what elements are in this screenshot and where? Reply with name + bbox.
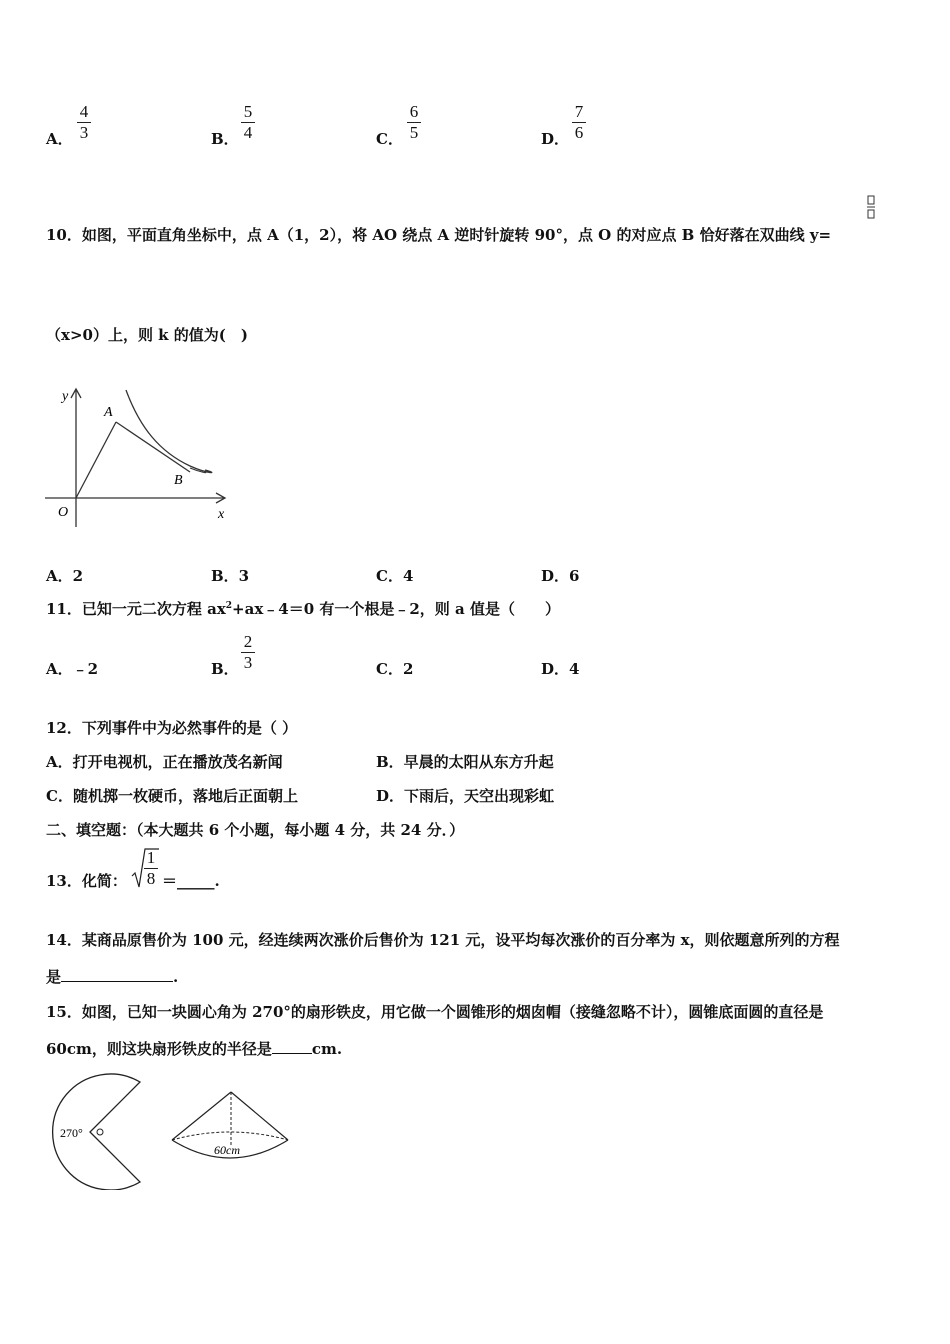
q9-option-b-label: B．: [211, 130, 239, 148]
section-2-heading: 二、填空题：（本大题共 6 个小题，每小题 4 分，共 24 分．）: [46, 821, 465, 839]
q10-option-b: B．3: [211, 567, 250, 585]
q10-stem-line1: 10．如图，平面直角坐标中，点 A（1，2），将 AO 绕点 A 逆时针旋转 90°，点 O 的对应点 B 恰好落在双曲线 y=: [46, 226, 832, 244]
q11-stem-prefix: 11．已知一元二次方程 ax: [46, 600, 226, 618]
q12-option-a: A．打开电视机，正在播放茂名新闻: [46, 753, 283, 771]
q15-stem-line2: [46, 1038, 342, 1059]
q9-option-d-fraction: 7 6: [571, 102, 587, 143]
sector-center-icon: [97, 1129, 103, 1135]
cone-left-edge: [172, 1092, 231, 1140]
q11-option-b-fraction: 2 3: [240, 632, 256, 673]
q9-option-c-label: C．: [376, 130, 403, 148]
q14-stem-line1: 14．某商品原售价为 100 元，经连续两次涨价后售价为 121 元，设平均每次涨价的百分率为 x，则依题意所列的方程: [46, 931, 840, 949]
q14-line2-suffix: .: [173, 968, 179, 986]
q10-option-c: C．4: [376, 567, 414, 585]
q15-stem-line1: 15．如图，已知一块圆心角为 270°的扇形铁皮，用它做一个圆锥形的烟囱帽（接缝忽略不计），圆锥底面圆的直径是: [46, 1003, 824, 1021]
q10-coordinate-figure: [40, 382, 240, 532]
q13-prefix: 13．化简：: [46, 872, 127, 890]
q13-fraction: 1 8: [143, 848, 159, 889]
cone-diameter-label: 60cm: [214, 1143, 240, 1157]
q11-option-c: C．2: [376, 660, 414, 678]
cone-base-back: [172, 1132, 288, 1140]
q10-option-d: D．6: [541, 567, 580, 585]
q10-stem-line2: （x>0）上，则 k 的值为( ): [46, 326, 248, 344]
q12-stem: 12．下列事件中为必然事件的是（ ）: [46, 719, 298, 737]
segment-oa: [76, 422, 116, 498]
q10-small-fraction-glyph: [866, 194, 878, 222]
q13-suffix: ＝_____.: [162, 872, 220, 890]
sector-angle-label: 270°: [60, 1126, 83, 1140]
label-b: B: [174, 473, 183, 488]
q9-option-b-fraction: 5 4: [240, 102, 256, 143]
q11-stem-sup: 2: [225, 601, 233, 611]
q9-option-c-fraction: 6 5: [406, 102, 422, 143]
q15-line2-suffix: cm.: [311, 1040, 343, 1058]
label-a: A: [104, 405, 113, 420]
label-y: y: [62, 389, 69, 404]
hyperbola-curve: [126, 390, 212, 473]
q10-option-a: A．2: [46, 567, 84, 585]
label-x: x: [218, 507, 225, 522]
q11-stem-suffix: +ax﹣4＝0 有一个根是﹣2，则 a 值是（ ）: [232, 600, 560, 618]
q9-option-a-fraction: 4 3: [76, 102, 92, 143]
q14-line2-prefix: 是: [46, 968, 62, 986]
q15-figures: [40, 1072, 310, 1190]
q11-option-d: D．4: [541, 660, 580, 678]
q15-line2-prefix: 60cm，则这块扇形铁皮的半径是: [46, 1040, 272, 1058]
q15-answer-blank: [272, 1039, 312, 1054]
q14-stem-line2: [46, 966, 178, 987]
label-o: O: [58, 505, 69, 520]
q12-option-b: B．早晨的太阳从东方升起: [376, 753, 554, 771]
q11-option-b-label: B．: [211, 660, 239, 678]
cone-right-edge: [231, 1092, 288, 1140]
q11-stem: [46, 598, 560, 619]
q14-answer-blank: [61, 967, 173, 982]
q9-option-a-label: A．: [46, 130, 73, 148]
segment-ab: [116, 422, 190, 472]
q12-option-c: C．随机掷一枚硬币，落地后正面朝上: [46, 787, 298, 805]
q12-option-d: D．下雨后，天空出现彩虹: [376, 787, 555, 805]
q11-option-a: A．﹣2: [46, 660, 99, 678]
q9-option-d-label: D．: [541, 130, 570, 148]
